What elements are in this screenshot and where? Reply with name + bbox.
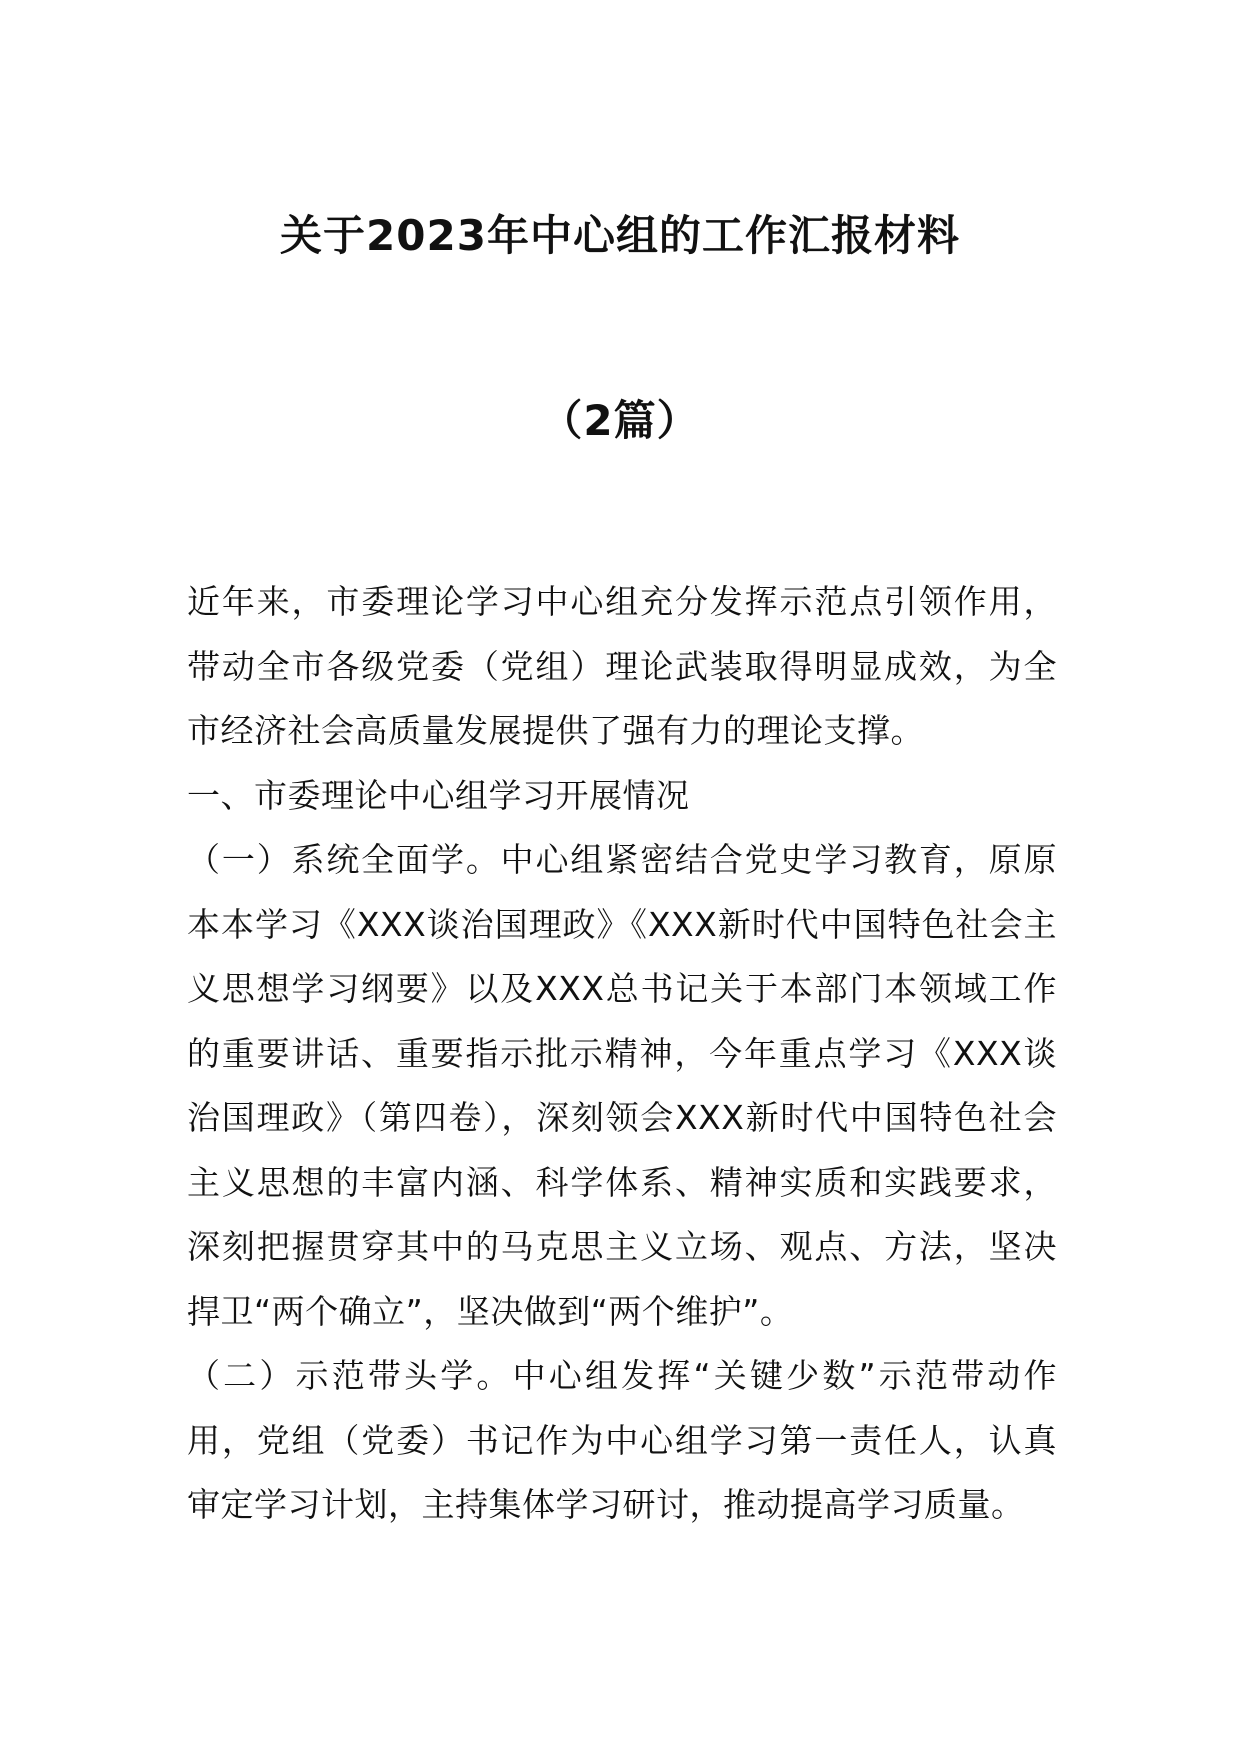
document-subtitle: （2篇）: [540, 396, 700, 445]
document-title: 关于2023年中心组的工作汇报材料: [280, 211, 960, 260]
intro-paragraph: 近年来，市委理论学习中心组充分发挥示范点引领作用，带动全市各级党委（党组）理论武装取得明显成效，为全市经济社会高质量发展提供了强有力的理论支撑。: [187, 582, 1057, 750]
document-body: [187, 570, 1057, 1538]
section-heading: 一、市委理论中心组学习开展情况: [187, 775, 690, 815]
subsection-paragraph-1: （一）系统全面学。中心组紧密结合党史学习教育，原原本本学习《XXX谈治国理政》《XXX新时代中国特色社会主义思想学习纲要》以及XXX总书记关于本部门本领域工作的重要讲话、重要指示批示精神，今年重点学习《XXX谈治国理政》（第四卷），深刻领会XXX新时代中国特色社会主义思想的丰富内涵、科学体系、精神实质和实践要求，深刻把握贯穿其中的马克思主义立场、观点、方法，坚决捍卫“两个确立”，坚决做到“两个维护”。: [187, 840, 1057, 1331]
subsection-paragraph-2: （二）示范带头学。中心组发挥“关键少数”示范带动作用，党组（党委）书记作为中心组学习第一责任人，认真审定学习计划，主持集体学习研讨，推动提高学习质量。: [187, 1356, 1057, 1524]
